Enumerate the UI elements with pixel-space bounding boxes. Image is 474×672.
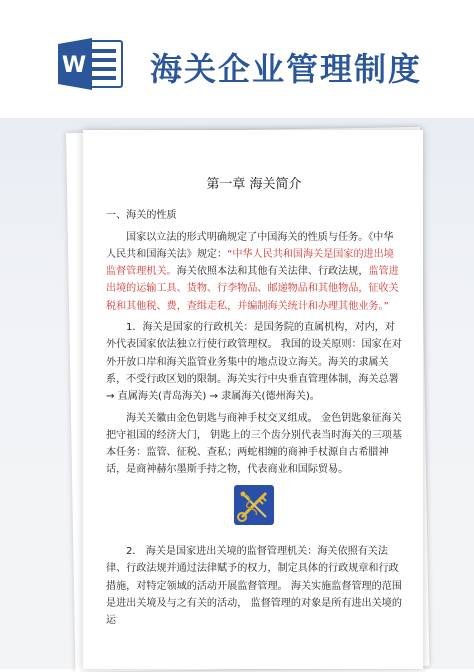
banner-title: 海关企业管理制度 [150,50,423,88]
document-content [106,176,402,634]
word-document-icon [58,38,124,90]
section-heading: 一、海关的性质 [106,210,177,222]
banner [0,0,474,118]
document-page [83,130,423,669]
emblem-container [106,485,402,531]
paragraph-supervision: 2． 海关是国家进出关境的监督管理机关：海关依照有关法律、行政法规并通过法律赋予的权力，制定具体的行政规章和行政措施，对特定领域的活动开展监督管理。 海关实施监督管理的范围是进出关境及与之有关的活动， 监督管理的对象是所有进出关境的运 [106,546,402,627]
paragraph-emblem: 海关关徽由金色钥匙与商神手杖交叉组成。 金色钥匙象征海关把守祖国的经济大门， 钥匙上的三个齿分别代表当时海关的三项基本任务：监管、征税、查私；两蛇相缠的商神手杖源自古希腊神话，是商神赫尔墨斯手持之物，代表商业和国际贸易。 [106,412,402,476]
paragraph-text: 海关依照本法和其他有关法律、行政法规， [176,266,369,278]
highlighted-text: “中华人民共和国海关是国家的进出境监督管理机关。 [106,248,394,278]
customs-emblem-icon [234,485,274,525]
paragraph-customs-law [106,229,402,315]
paragraph-text: 国家以立法的形式明确规定了中国海关的性质与任务。《中华人民共和国海关法》规定： [106,231,394,260]
word-icon-letter: W [61,53,87,78]
paragraph-administrative: 1．海关是国家的行政机关：是国务院的直属机构，对内，对外代表国家依法独立行使行政管理权。 我国的设关原则：国家在对外开放口岸和海关监管业务集中的地点设立海关。海关的隶属关系，不受行政区划的限制。海关实行中央垂直管理体制，海关总署 → 直属海关(青岛海关) → 隶属海关(德州海关)。 [106,322,402,403]
highlighted-text: 监管进出境的运输工具、货物、行李物品、邮递物品和其他物品，征收关税和其他税、费，查缉走私，并编制海关统计和办理其他业务。” [106,266,399,312]
chapter-title: 第一章 海关简介 [206,177,302,192]
